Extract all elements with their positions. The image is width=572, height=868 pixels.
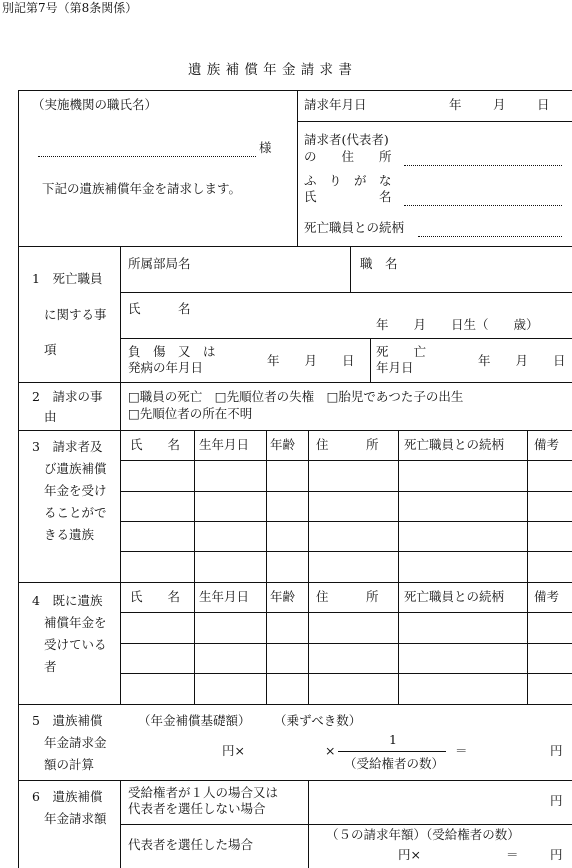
furigana-label: ふ り が な bbox=[304, 173, 392, 188]
request-statement: 下記の遺族補償年金を請求します。 bbox=[42, 181, 242, 196]
claimant-name-label: 氏 名 bbox=[304, 189, 392, 204]
col-name-header: 氏 名 bbox=[130, 437, 181, 452]
section4-label-line1: 4 既に遺族 bbox=[32, 593, 103, 608]
relation-label: 死亡職員との続柄 bbox=[304, 220, 405, 235]
col-age-header: 年齢 bbox=[270, 437, 296, 452]
fraction-bar bbox=[338, 751, 446, 752]
section1-label-line3: 項 bbox=[44, 342, 57, 357]
col-remarks-header: 備考 bbox=[534, 589, 560, 604]
injury-date-field[interactable]: 年 月 日 bbox=[267, 353, 355, 368]
fraction-denominator: （受給権者の数） bbox=[344, 756, 445, 771]
section2-label-line2: 由 bbox=[44, 409, 57, 424]
section5-label-line2: 年金請求金 bbox=[44, 735, 107, 750]
representative-result-field[interactable]: 円 bbox=[550, 847, 563, 862]
section2-label-line1: 2 請求の事 bbox=[32, 389, 103, 404]
section3-label-line3: 年金を受け bbox=[44, 483, 107, 498]
claimant-address-label: の 住 所 bbox=[304, 149, 392, 164]
death-date-label-1: 死 亡 bbox=[376, 344, 427, 359]
injury-date-label-2: 発病の年月日 bbox=[128, 360, 204, 375]
section3-label-line5: きる遺族 bbox=[44, 527, 95, 542]
claimant-label: 請求者(代表者) bbox=[304, 132, 389, 147]
section6-label-line2: 年金請求額 bbox=[44, 811, 107, 826]
representative-calc-header: （５の請求年額）（受給権者の数） bbox=[326, 827, 520, 842]
single-recipient-label-1: 受給権者が１人の場合又は bbox=[128, 785, 279, 800]
post-label: 職 名 bbox=[360, 256, 398, 271]
col-relation-header: 死亡職員との続柄 bbox=[404, 437, 505, 452]
request-year-unit[interactable]: 年 bbox=[449, 97, 462, 112]
multiplier-field[interactable]: × bbox=[325, 743, 336, 758]
request-month-unit[interactable]: 月 bbox=[493, 97, 506, 112]
col-relation-header: 死亡職員との続柄 bbox=[404, 589, 505, 604]
form-title: 遺 族 補 償 年 金 請 求 書 bbox=[188, 62, 353, 78]
col-age-header: 年齢 bbox=[270, 589, 296, 604]
relation-field[interactable] bbox=[418, 236, 562, 237]
section6-label-line1: 6 遺族補償 bbox=[32, 789, 103, 804]
death-date-field[interactable]: 年 月 日 bbox=[478, 353, 566, 368]
section4-label-line4: 者 bbox=[44, 659, 57, 674]
department-label: 所属部局名 bbox=[128, 256, 191, 271]
injury-date-label-1: 負 傷 又 は bbox=[128, 344, 216, 359]
claimant-address-field[interactable] bbox=[404, 165, 562, 166]
section3-label-line4: ることがで bbox=[44, 505, 107, 520]
col-name-header: 氏 名 bbox=[130, 589, 181, 604]
representative-amount-field[interactable]: 円× bbox=[398, 847, 421, 862]
section1-label-line1: 1 死亡職員 bbox=[32, 271, 103, 286]
agency-name-field[interactable] bbox=[38, 156, 256, 157]
honorific-sama: 様 bbox=[259, 140, 272, 155]
section4-label-line3: 受けている bbox=[44, 637, 107, 652]
claimant-name-field[interactable] bbox=[404, 205, 562, 206]
birth-date-field[interactable]: 年 月 日生（ 歳） bbox=[376, 317, 539, 332]
section3-label-line2: び遺族補償 bbox=[44, 461, 107, 476]
fraction-numerator: 1 bbox=[389, 732, 397, 747]
claim-reason-options[interactable]: □職員の死亡 □先順位者の失権 □胎児であつた子の出生 bbox=[128, 389, 464, 404]
representative-equals: ＝ bbox=[506, 847, 519, 862]
single-recipient-label-2: 代表者を選任しない場合 bbox=[128, 801, 266, 816]
equals-sign: ＝ bbox=[455, 743, 468, 758]
col-address-header: 住 所 bbox=[316, 437, 379, 452]
request-day-unit[interactable]: 日 bbox=[537, 97, 550, 112]
section5-label-line3: 額の計算 bbox=[44, 757, 95, 772]
death-date-label-2: 年月日 bbox=[376, 360, 414, 375]
col-address-header: 住 所 bbox=[316, 589, 379, 604]
section4-label-line2: 補償年金を bbox=[44, 615, 107, 630]
calculated-amount-field[interactable]: 円 bbox=[550, 743, 563, 758]
representative-label: 代表者を選任した場合 bbox=[128, 837, 254, 852]
section5-label-line1: 5 遺族補償 bbox=[32, 713, 103, 728]
deceased-name-label: 氏 名 bbox=[128, 301, 191, 316]
single-amount-field[interactable]: 円 bbox=[550, 793, 563, 808]
multiplier-label: （乗ずべき数） bbox=[274, 713, 362, 728]
col-birth-header: 生年月日 bbox=[199, 437, 250, 452]
agency-name-label: （実施機関の職氏名） bbox=[32, 97, 158, 112]
claim-reason-option-missing[interactable]: □先順位者の所在不明 bbox=[128, 406, 253, 421]
section1-label-line2: に関する事 bbox=[44, 307, 107, 322]
section3-label-line1: 3 請求者及 bbox=[32, 439, 103, 454]
request-date-label: 請求年月日 bbox=[304, 97, 367, 112]
base-amount-label: （年金補償基礎額） bbox=[138, 713, 251, 728]
form-reference: 別記第7号（第8条関係） bbox=[2, 1, 138, 15]
base-amount-field[interactable]: 円× bbox=[222, 743, 245, 758]
col-birth-header: 生年月日 bbox=[199, 589, 250, 604]
col-remarks-header: 備考 bbox=[534, 437, 560, 452]
